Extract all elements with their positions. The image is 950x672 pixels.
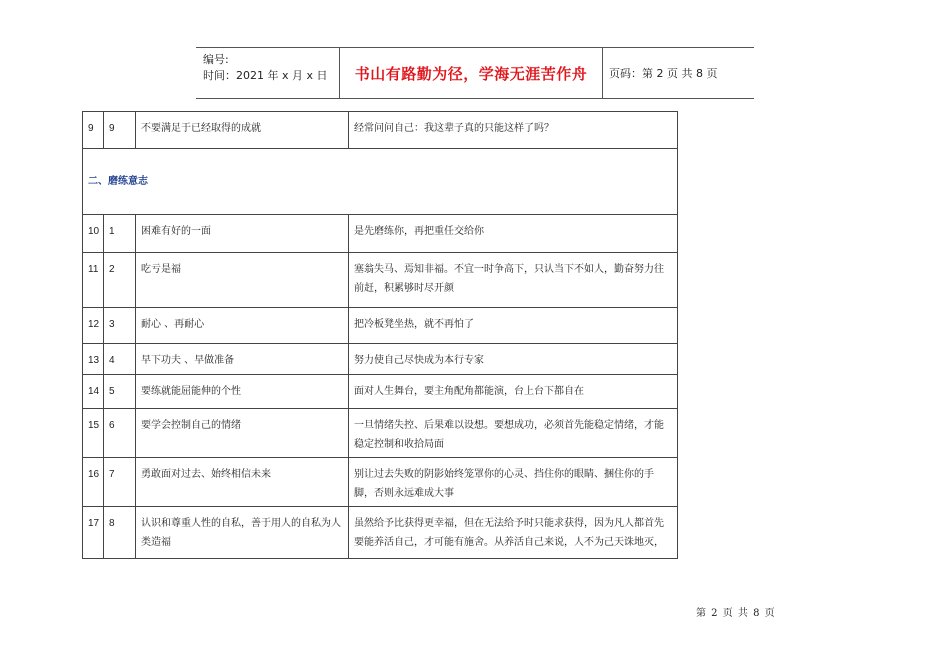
principle-cell: 勇敢面对过去、始终相信未来 [136,458,349,507]
explanation-cell: 努力使自己尽快成为本行专家 [349,344,678,375]
table-row [83,375,678,409]
page-header [196,47,754,99]
table-row [83,507,678,559]
table-body [83,112,678,559]
item-number: 9 [104,112,136,149]
row-number: 9 [83,112,104,149]
row-number: 12 [83,308,104,344]
table-row [83,215,678,253]
item-number: 7 [104,458,136,507]
section-row [83,149,678,215]
explanation-cell: 一旦情绪失控、后果难以设想。要想成功，必须首先能稳定情绪，才能稳定控制和收拾局面 [349,409,678,458]
item-number: 8 [104,507,136,559]
principle-cell: 要练就能屈能伸的个性 [136,375,349,409]
explanation-cell: 面对人生舞台，要主角配角都能演，台上台下都自在 [349,375,678,409]
date-label: 时间：2021 年 x 月 x 日 [203,69,328,82]
header-divider [602,48,603,98]
row-number: 15 [83,409,104,458]
principle-cell: 不要满足于已经取得的成就 [136,112,349,149]
serial-number-label: 编号: [203,53,229,66]
principle-cell: 认识和尊重人性的自私，善于用人的自私为人类造福 [136,507,349,559]
principles-table [82,111,678,559]
principle-cell: 耐心 、再耐心 [136,308,349,344]
item-number: 1 [104,215,136,253]
row-number: 10 [83,215,104,253]
principle-cell: 要学会控制自己的情绪 [136,409,349,458]
explanation-cell: 把冷板凳坐热，就不再怕了 [349,308,678,344]
item-number: 4 [104,344,136,375]
header-page-code: 页码：第 2 页 共 8 页 [609,67,718,80]
header-motto: 书山有路勤为径，学海无涯苦作舟 [354,64,588,83]
item-number: 6 [104,409,136,458]
table-row [83,344,678,375]
table-row [83,458,678,507]
section-title: 二、磨练意志 [83,149,678,215]
item-number: 2 [104,253,136,308]
table-row [83,308,678,344]
row-number: 11 [83,253,104,308]
item-number: 5 [104,375,136,409]
row-number: 17 [83,507,104,559]
explanation-cell: 塞翁失马、焉知非福。不宜一时争高下，只认当下不如人，勤奋努力往前赶，积累够时尽开颜 [349,253,678,308]
row-number: 14 [83,375,104,409]
page-footer: 第 2 页 共 8 页 [696,608,776,619]
table-row [83,253,678,308]
explanation-cell: 是先磨练你，再把重任交给你 [349,215,678,253]
table-row [83,409,678,458]
row-number: 16 [83,458,104,507]
header-meta [203,52,328,84]
explanation-cell: 经常问问自己：我这辈子真的只能这样了吗？ [349,112,678,149]
item-number: 3 [104,308,136,344]
principle-cell: 吃亏是福 [136,253,349,308]
explanation-cell: 别让过去失败的阴影始终笼罩你的心灵、挡住你的眼睛、捆住你的手脚，否则永远难成大事 [349,458,678,507]
principle-cell: 困难有好的一面 [136,215,349,253]
table-row [83,112,678,149]
row-number: 13 [83,344,104,375]
explanation-cell: 虽然给予比获得更幸福，但在无法给予时只能求获得，因为凡人都首先要能养活自己，才可能有施舍。从养活自己来说，人不为己天诛地灭， [349,507,678,559]
principle-cell: 早下功夫 、早做准备 [136,344,349,375]
